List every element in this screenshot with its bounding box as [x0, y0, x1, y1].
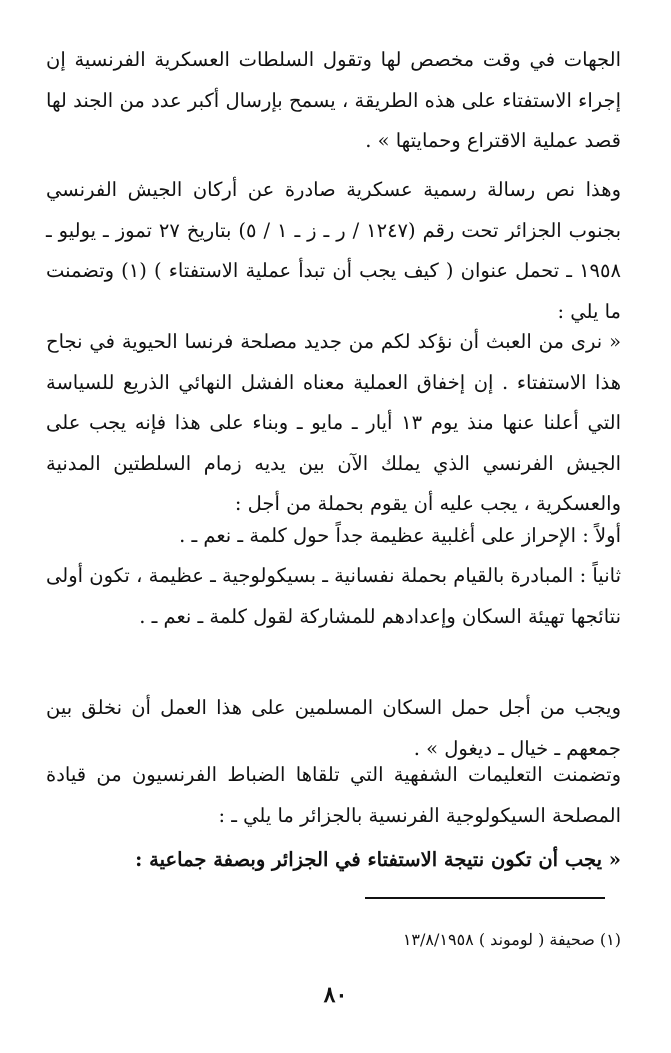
- quoted-paragraph: « نرى من العبث أن نؤكد لكم من جديد مصلحة فرنسا الحيوية في نجاح هذا الاستفتاء . إن إخفاق العملية معناه الفشل النهائي الذريع للسياسة التي أعلنا عنها منذ يوم ١٣ أيار ـ مايو ـ وبناء على هذا فإنه يجب على الجيش الفرنسي الذي يملك الآن بين يديه زمام السلطتين المدنية والعسكرية ، يجب عليه أن يقوم بحملة من أجل :: [46, 330, 621, 515]
- paragraph-2: وهذا نص رسالة رسمية عسكرية صادرة عن أركان الجيش الفرنسي بجنوب الجزائر تحت رقم (١٢٤٧ / ر ـ ز ـ ١ / ٥) بتاريخ ٢٧ تموز ـ يوليو ـ ١٩٥٨ ـ تحمل عنوان ( كيف يجب أن تبدأ عملية الاستفتاء ) (١) وتضمنت ما يلي :: [46, 178, 622, 323]
- paragraph-4: وتضمنت التعليمات الشفهية التي تلقاها الضباط الفرنسيون من قيادة المصلحة السيكولوجية الفرنسية بالجزائر ما يلي ـ :: [46, 763, 621, 827]
- paragraph-1: الجهات في وقت مخصص لها وتقول السلطات العسكرية الفرنسية إن إجراء الاستفتاء على هذه الطريقة ، يسمح بإرسال أكبر عدد من الجند لها قصد عملية الاقتراع وحمايتها » .: [46, 48, 621, 152]
- footnote-divider: [365, 897, 605, 899]
- list-item-second: ثانياً : المبادرة بالقيام بحملة نفسانية ـ بسيكولوجية ـ عظيمة ، تكون أولى نتائجها تهيئة السكان وإعدادهم للمشاركة لقول كلمة ـ نعم ـ .: [46, 564, 621, 628]
- bold-quote-line: « يجب أن تكون نتيجة الاستفتاء في الجزائر وبصفة جماعية :: [135, 848, 621, 871]
- list-item-first: أولاً : الإحراز على أغلبية عظيمة جداً حول كلمة ـ نعم ـ .: [179, 524, 621, 547]
- page-number: ٨٠: [323, 982, 348, 1008]
- footnote: (١) صحيفة ( لوموند ) ١٣/٨/١٩٥٨: [402, 930, 621, 949]
- paragraph-3: ويجب من أجل حمل السكان المسلمين على هذا العمل أن نخلق بين جمعهم ـ خيال ـ ديغول » .: [46, 696, 621, 760]
